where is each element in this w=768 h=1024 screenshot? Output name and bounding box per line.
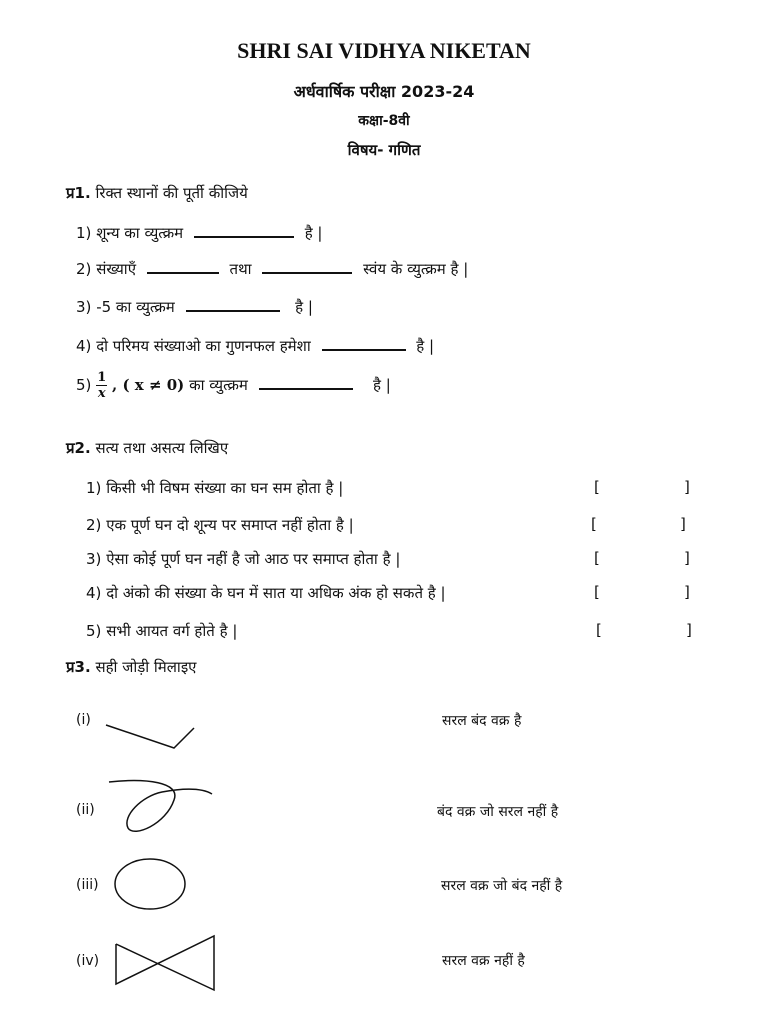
answer-bracket-close: ] xyxy=(684,549,690,567)
curve-figure-iv xyxy=(114,934,218,992)
q2-item-4 xyxy=(86,583,446,603)
q2-heading xyxy=(66,438,228,458)
item-text: संख्याएँ xyxy=(96,260,136,278)
school-title: SHRI SAI VIDHYA NIKETAN xyxy=(237,38,531,63)
q2-number: प्र2. xyxy=(66,439,91,457)
item-text: ऐसा कोई पूर्ण घन नहीं है जो आठ पर समाप्त होता है | xyxy=(106,550,401,568)
item-text: एक पूर्ण घन दो शून्य पर समाप्त नहीं होता है | xyxy=(106,516,354,534)
answer-bracket-close: ] xyxy=(684,583,690,601)
match-answer-i[interactable]: सरल बंद वक्र है xyxy=(442,713,522,729)
match-label-ii: (ii) xyxy=(76,802,95,818)
match-label-iv: (iv) xyxy=(76,953,100,969)
match-label-i: (i) xyxy=(76,712,91,728)
q2-title: सत्य तथा असत्य लिखिए xyxy=(95,439,229,457)
answer-blank[interactable] xyxy=(322,337,406,351)
answer-blank[interactable] xyxy=(147,260,219,274)
fraction-denominator: x xyxy=(97,386,106,401)
match-answer-iv[interactable]: सरल वक्र नहीं है xyxy=(442,953,525,969)
answer-bracket-close: ] xyxy=(686,621,692,639)
item-text: किसी भी विषम संख्या का घन सम होता है | xyxy=(106,479,344,497)
answer-blank[interactable] xyxy=(186,298,280,312)
item-mid-text: तथा xyxy=(229,260,252,278)
q2-item-2 xyxy=(86,515,354,535)
item-number: 1) xyxy=(86,479,102,497)
item-suffix: है | xyxy=(304,224,323,242)
curve-figure-iii xyxy=(113,857,187,911)
item-text: -5 का व्युत्क्रम xyxy=(96,298,175,316)
answer-bracket-open: [ xyxy=(594,478,600,496)
curve-figure-ii xyxy=(106,776,216,838)
match-label-iii: (iii) xyxy=(76,877,99,893)
item-number: 2) xyxy=(76,260,92,278)
q1-item-1 xyxy=(76,223,322,243)
answer-bracket-close: ] xyxy=(684,478,690,496)
item-text: दो परिमय संख्याओ का गुणनफल हमेशा xyxy=(96,337,311,355)
class-label: कक्षा-8वी xyxy=(358,113,410,129)
answer-bracket-open: [ xyxy=(594,583,600,601)
exam-title: अर्धवार्षिक परीक्षा 2023-24 xyxy=(293,82,475,101)
curve-figure-i xyxy=(104,718,196,752)
answer-bracket-close: ] xyxy=(680,515,686,533)
q3-heading xyxy=(66,657,196,677)
item-text: दो अंको की संख्या के घन में सात या अधिक अंक हो सकते है | xyxy=(106,584,446,602)
q1-title: रिक्त स्थानों की पूर्ती कीजिये xyxy=(95,184,248,202)
answer-bracket-open: [ xyxy=(591,515,597,533)
match-answer-ii[interactable]: बंद वक्र जो सरल नहीं है xyxy=(437,804,559,820)
answer-blank[interactable] xyxy=(262,260,352,274)
q2-item-5 xyxy=(86,621,237,641)
item-number: 4) xyxy=(86,584,102,602)
item-number: 2) xyxy=(86,516,102,534)
item-text: शून्य का व्युत्क्रम xyxy=(96,224,184,242)
q3-number: प्र3. xyxy=(66,658,91,676)
q2-item-1 xyxy=(86,478,343,498)
item-suffix: है | xyxy=(373,376,391,394)
item-number: 5) xyxy=(76,376,92,394)
answer-bracket-open: [ xyxy=(596,621,602,639)
condition-text: , ( x ≠ 0) xyxy=(112,376,185,394)
item-number: 3) xyxy=(76,298,92,316)
answer-blank[interactable] xyxy=(194,224,294,238)
q2-item-3 xyxy=(86,549,400,569)
subject-label: विषय- गणित xyxy=(347,141,421,159)
q1-item-2 xyxy=(76,259,468,279)
match-answer-iii[interactable]: सरल वक्र जो बंद नहीं है xyxy=(441,878,563,894)
q1-item-5 xyxy=(76,370,391,401)
item-number: 3) xyxy=(86,550,102,568)
answer-bracket-open: [ xyxy=(594,549,600,567)
item-number: 4) xyxy=(76,337,92,355)
item-suffix: है | xyxy=(416,337,435,355)
q1-item-4 xyxy=(76,336,434,356)
q3-title: सही जोड़ी मिलाइए xyxy=(95,658,197,676)
item-text: का व्युत्क्रम xyxy=(189,376,248,394)
item-suffix: है | xyxy=(295,298,313,316)
item-number: 1) xyxy=(76,224,92,242)
fraction-numerator: 1 xyxy=(97,370,107,385)
item-number: 5) xyxy=(86,622,102,640)
fraction-one-over-x xyxy=(96,370,107,401)
item-suffix: स्वंय के व्युत्क्रम है | xyxy=(363,260,469,278)
q1-number: प्र1. xyxy=(66,184,91,202)
q1-heading xyxy=(66,183,248,203)
answer-blank[interactable] xyxy=(259,376,353,390)
item-text: सभी आयत वर्ग होते है | xyxy=(106,622,238,640)
q1-item-3 xyxy=(76,297,313,317)
